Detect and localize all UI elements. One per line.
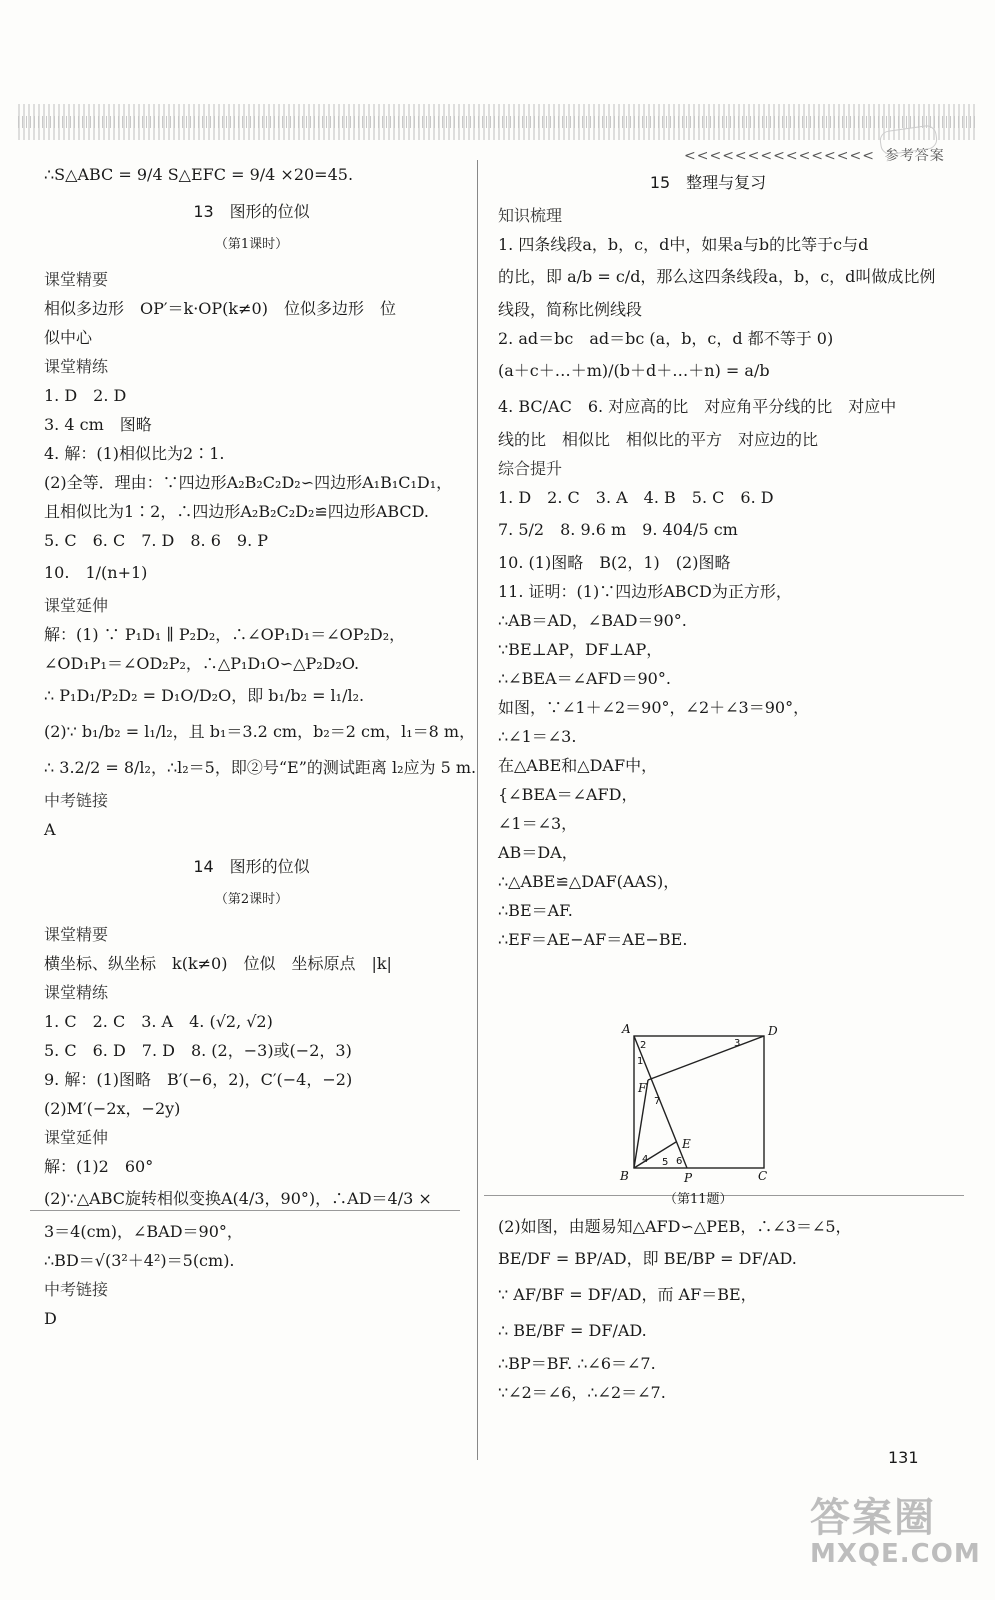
right-line-20: {∠BEA＝∠AFD，: [498, 785, 638, 804]
watermark-url: MXQE.COM: [810, 1539, 981, 1569]
left-title-1: 13 图形的位似: [193, 202, 310, 221]
right-line-23: ∴△ABE≌△DAF(AAS)，: [498, 872, 680, 891]
right-tall-6: (a＋c＋…＋m)/(b＋d＋…＋n) = a/b: [498, 361, 770, 380]
right-heading-9: 综合提升: [498, 459, 563, 478]
right-column-lower: [498, 1212, 918, 1407]
left-line-8: 3. 4 cm 图略: [44, 415, 152, 434]
left-line-37: D: [44, 1309, 57, 1328]
right2-line-4: ∴BP＝BF. ∴∠6＝∠7.: [498, 1354, 656, 1373]
left-tall-19: ∴ 3.2/2 = 8/l₂，∴l₂＝5，即②号“E”的测试距离 l₂应为 5 m.: [44, 758, 477, 777]
left-heading-24: 课堂精要: [44, 925, 109, 944]
right-line-2: 1. 四条线段a，b，c，d中，如果a与b的比等于c与d: [498, 235, 869, 254]
angle-2: 2: [640, 1040, 647, 1051]
angle-3: 3: [734, 1038, 741, 1049]
right-line-22: AB＝DA，: [498, 843, 578, 862]
left-line-10: (2)全等．理由：∵四边形A₂B₂C₂D₂∽四边形A₁B₁C₁D₁，: [44, 473, 453, 492]
left-line-0: ∴S△ABC = 9/4 S△EFC = 9/4 ×20=45.: [44, 165, 354, 184]
right2-tall-2: ∵ AF/BF = DF/AD，而 AF＝BE，: [498, 1285, 757, 1304]
right-line-15: ∵BE⊥AP，DF⊥AP，: [498, 640, 663, 659]
left-line-35: ∴BD＝√(3²＋4²)＝5(cm).: [44, 1251, 235, 1270]
label-P: P: [684, 1171, 693, 1185]
label-B: B: [620, 1169, 629, 1183]
right-line-19: 在△ABE和△DAF中，: [498, 756, 658, 775]
header-band-inner: [18, 116, 976, 128]
right-line-18: ∴∠1＝∠3.: [498, 727, 577, 746]
right-heading-1: 知识梳理: [498, 206, 563, 225]
left-heading-36: 中考链接: [44, 1280, 109, 1299]
right-line-21: ∠1＝∠3，: [498, 814, 578, 833]
right-line-16: ∴∠BEA＝∠AFD＝90°.: [498, 669, 671, 688]
right2-line-5: ∵∠2＝∠6，∴∠2＝∠7.: [498, 1383, 666, 1402]
angle-6: 6: [676, 1156, 683, 1167]
segment-df: [648, 1036, 764, 1080]
watermark-text: 答案圈: [810, 1495, 936, 1541]
header-arrows: <<<<<<<<<<<<<<<: [684, 148, 875, 164]
label-E: E: [682, 1137, 691, 1151]
right-line-4: 线段，简称比例线段: [498, 300, 643, 319]
left-line-32: 解：(1)2 60°: [44, 1157, 154, 1176]
right-column: [498, 160, 936, 954]
label-D: D: [768, 1024, 778, 1038]
right-line-17: 如图，∵∠1＋∠2＝90°，∠2＋∠3＝90°，: [498, 698, 810, 717]
right-line-5: 2. ad＝bc ad＝bc (a，b，c，d 都不等于 0): [498, 329, 834, 348]
left-line-12: 5. C 6. C 7. D 8. 6 9. P: [44, 531, 269, 550]
left-tall-17: ∴ P₁D₁/P₂D₂ = D₁O/D₂O，即 b₁/b₂ = l₁/l₂.: [44, 686, 365, 705]
right2-tall-1: BE/DF = BP/AD，即 BE/BP = DF/AD.: [498, 1249, 797, 1268]
left-line-7: 1. D 2. D: [44, 386, 127, 405]
left-line-29: 9. 解：(1)图略 B′(−6，2)，C′(−4，−2): [44, 1070, 353, 1089]
segment-be: [634, 1142, 676, 1168]
right-line-12: 10. (1)图略 B(2，1) (2)图略: [498, 553, 731, 572]
right-line-13: 11. 证明：(1)∵四边形ABCD为正方形，: [498, 582, 792, 601]
left-sub-2: （第1课时）: [214, 237, 289, 252]
right-tall-7: 4. BC/AC 6. 对应高的比 对应角平分线的比 对应中: [498, 397, 897, 416]
left-heading-3: 课堂精要: [44, 270, 109, 289]
left-tall-18: (2)∵ b₁/b₂ = l₁/l₂，且 b₁＝3.2 cm，b₂＝2 cm，l₁＝8 m，: [44, 722, 476, 741]
left-heading-6: 课堂精练: [44, 357, 109, 376]
left-line-4: 相似多边形 OP′＝k·OP(k≠0) 位似多边形 位: [44, 299, 396, 318]
figure-caption: （第11题）: [664, 1192, 733, 1207]
left-line-15: 解：(1) ∵ P₁D₁ ∥ P₂D₂，∴∠OP₁D₁＝∠OP₂D₂，: [44, 625, 406, 644]
angle-7: 7: [654, 1096, 661, 1107]
angle-5: 5: [662, 1157, 669, 1168]
right-line-24: ∴BE＝AF.: [498, 901, 573, 920]
left-line-27: 1. C 2. C 3. A 4. (√2, √2): [44, 1012, 273, 1031]
angle-1: 1: [637, 1056, 644, 1067]
left-line-11: 且相似比为1∶2，∴四边形A₂B₂C₂D₂≌四边形ABCD.: [44, 502, 430, 521]
right2-tall-3: ∴ BE/BF = DF/AD.: [498, 1321, 647, 1340]
right-tall-3: 的比，即 a/b = c/d，那么这四条线段a，b，c，d叫做成比例: [498, 267, 936, 286]
left-line-25: 横坐标、纵坐标 k(k≠0) 位似 坐标原点 |k|: [44, 954, 392, 973]
angle-4: 4: [642, 1154, 649, 1165]
left-tall-33: (2)∵△ABC旋转相似变换A(4/3，90°)，∴AD＝4/3 ×: [44, 1189, 432, 1208]
left-line-21: A: [44, 820, 56, 839]
column-divider: [477, 160, 478, 1460]
label-C: C: [758, 1169, 768, 1183]
left-line-5: 似中心: [44, 328, 93, 347]
left-heading-26: 课堂精练: [44, 983, 109, 1002]
left-heading-20: 中考链接: [44, 791, 109, 810]
left-sub-23: （第2课时）: [214, 892, 289, 907]
left-title-22: 14 图形的位似: [193, 857, 310, 876]
left-line-34: 3＝4(cm)，∠BAD＝90°，: [44, 1222, 243, 1241]
left-column: [44, 160, 477, 1333]
geometry-figure: [612, 1020, 782, 1185]
left-line-30: (2)M′(−2x，−2y): [44, 1099, 181, 1118]
right-line-8: 线的比 相似比 相似比的平方 对应边的比: [498, 430, 819, 449]
right-tall-11: 7. 5/2 8. 9.6 m 9. 404/5 cm: [498, 520, 738, 539]
page-number: 131: [888, 1448, 919, 1467]
watermark: [810, 1486, 981, 1569]
label-A: A: [622, 1022, 631, 1036]
header-title: 参考答案: [884, 148, 945, 164]
left-heading-14: 课堂延伸: [44, 596, 109, 615]
right2-line-0: (2)如图，由题易知△AFD∽△PEB，∴∠3＝∠5，: [498, 1217, 852, 1236]
left-line-28: 5. C 6. D 7. D 8. (2，−3)或(−2，3): [44, 1041, 352, 1060]
left-line-16: ∠OD₁P₁＝∠OD₂P₂，∴△P₁D₁O∽△P₂D₂O.: [44, 654, 360, 673]
right-line-25: ∴EF＝AE−AF＝AE−BE.: [498, 930, 688, 949]
right-line-14: ∴AB＝AD，∠BAD＝90°.: [498, 611, 687, 630]
label-F: F: [638, 1081, 647, 1095]
left-line-9: 4. 解：(1)相似比为2∶1.: [44, 444, 225, 463]
left-tall-13: 10. 1/(n+1): [44, 563, 148, 582]
left-heading-31: 课堂延伸: [44, 1128, 109, 1147]
right-title-0: 15 整理与复习: [649, 173, 767, 192]
right-line-10: 1. D 2. C 3. A 4. B 5. C 6. D: [498, 488, 774, 507]
